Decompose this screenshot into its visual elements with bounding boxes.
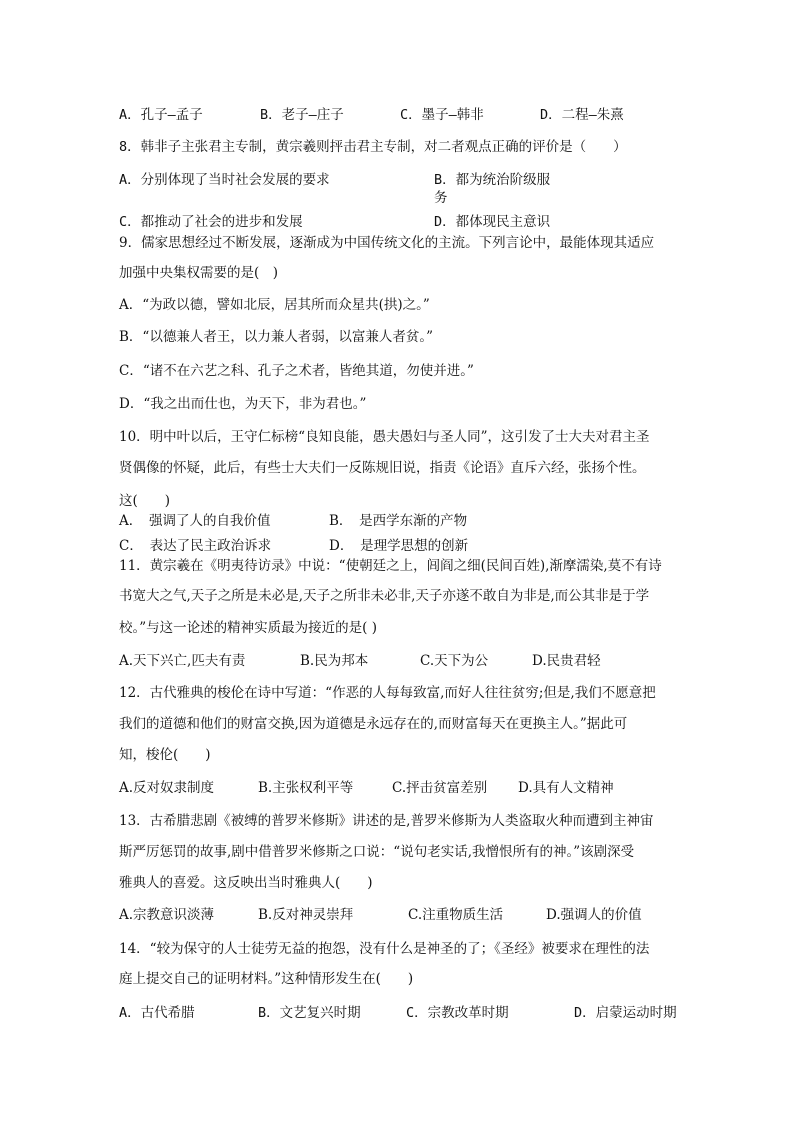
- q12-stem-line2: 我们的道德和他们的财富交换,因为道德是永远存在的,而财富每天在更换主人。”据此可: [119, 716, 628, 732]
- q13-stem-line2: 斯严厉惩罚的故事,剧中借普罗米修斯之口说：“说句老实话,我憎恨所有的神。”该剧深受: [119, 844, 635, 860]
- q14-option-d[interactable]: D．启蒙运动时期: [574, 1005, 677, 1021]
- q12-option-d[interactable]: D.具有人文精神: [518, 780, 614, 796]
- q13-option-a[interactable]: A.宗教意识淡薄: [119, 907, 215, 923]
- q13-stem-line3: 雅典人的喜爱。这反映出当时雅典人( ): [119, 875, 373, 891]
- q8-option-d[interactable]: D．都体现民主意识: [434, 214, 551, 230]
- q8-option-c[interactable]: C．都推动了社会的进步和发展: [119, 214, 303, 230]
- q10-option-c[interactable]: C． 表达了民主政治诉求: [119, 538, 272, 554]
- q12-stem-line1: 12．古代雅典的梭伦在诗中写道：“作恶的人每每致富,而好人往往贫穷;但是,我们不愿意把: [119, 685, 656, 701]
- q10-stem-line3: 这( ): [119, 493, 171, 509]
- q12-option-b[interactable]: B.主张权利平等: [258, 780, 354, 796]
- q13-option-d[interactable]: D.强调人的价值: [546, 907, 642, 923]
- q11-stem-line1: 11．黄宗羲在《明夷待访录》中说：“使朝廷之上，闾阎之细(民间百姓),渐摩濡染,莫不有诗: [119, 558, 662, 574]
- q8-option-b[interactable]: B．都为统治阶级服: [434, 172, 551, 188]
- q11-stem-line3: 校。”与这一论述的精神实质最为接近的是( ): [119, 620, 377, 636]
- q10-option-b[interactable]: B． 是西学东渐的产物: [329, 513, 468, 529]
- q11-stem-line2: 书宽大之气,天子之所是未必是,天子之所非未必非,天子亦遂不敢自为非是,而公其非是于学: [119, 588, 650, 604]
- q13-stem-line1: 13．古希腊悲剧《被缚的普罗米修斯》讲述的是,普罗米修斯为人类盗取火种而遭到主神宙: [119, 813, 654, 829]
- q7-option-a[interactable]: A．孔子—孟子: [119, 107, 203, 123]
- q10-stem-line2: 贤偶像的怀疑，此后，有些士大夫们一反陈规旧说，指责《论语》直斥六经，张扬个性。: [119, 460, 646, 476]
- q14-option-b[interactable]: B．文艺复兴时期: [258, 1005, 361, 1021]
- q9-option-a[interactable]: A．“为政以德，譬如北辰，居其所而众星共(拱)之。”: [119, 297, 430, 313]
- q12-option-a[interactable]: A.反对奴隶制度: [119, 780, 215, 796]
- q10-stem-line1: 10．明中叶以后，王守仁标榜“良知良能，愚夫愚妇与圣人同”，这引发了士大夫对君主圣: [119, 429, 650, 445]
- q9-option-d[interactable]: D．“我之出而仕也，为天下，非为君也。”: [119, 396, 367, 412]
- q9-option-b[interactable]: B．“以德兼人者王，以力兼人者弱，以富兼人者贫。”: [119, 329, 433, 345]
- q9-stem-line2: 加强中央集权需要的是( ): [119, 265, 279, 281]
- q13-option-b[interactable]: B.反对神灵崇拜: [258, 907, 354, 923]
- q12-stem-line3: 知，梭伦( ): [119, 747, 211, 763]
- q14-option-c[interactable]: C．宗教改革时期: [406, 1005, 509, 1021]
- q10-option-a[interactable]: A． 强调了人的自我价值: [119, 513, 271, 529]
- q8-stem: 8．韩非子主张君主专制，黄宗羲则抨击君主专制，对二者观点正确的评价是（ ）: [119, 139, 627, 155]
- q14-stem-line1: 14．“较为保守的人士徒劳无益的抱怨，没有什么是神圣的了；《圣经》被要求在理性的法: [119, 941, 650, 957]
- q7-option-c[interactable]: C．墨子—韩非: [400, 107, 484, 123]
- q9-stem-line1: 9．儒家思想经过不断发展，逐渐成为中国传统文化的主流。下列言论中，最能体现其适应: [119, 235, 655, 251]
- q11-option-c[interactable]: C.天下为公: [420, 653, 489, 669]
- q10-option-d[interactable]: D． 是理学思想的创新: [329, 538, 469, 554]
- q9-option-c[interactable]: C．“诸不在六艺之科、孔子之术者，皆绝其道，勿使并进。”: [119, 363, 474, 379]
- q12-option-c[interactable]: C.抨击贫富差别: [392, 780, 488, 796]
- q14-stem-line2: 庭上提交自己的证明材料。”这种情形发生在( ): [119, 971, 414, 987]
- q8-option-b-continued: 务: [434, 190, 448, 206]
- q14-option-a[interactable]: A．古代希腊: [119, 1005, 195, 1021]
- q11-option-d[interactable]: D.民贵君轻: [532, 653, 601, 669]
- q13-option-c[interactable]: C.注重物质生活: [408, 907, 504, 923]
- q11-option-b[interactable]: B.民为邦本: [300, 653, 369, 669]
- q11-option-a[interactable]: A.天下兴亡,匹夫有责: [119, 653, 246, 669]
- q7-option-d[interactable]: D．二程—朱熹: [540, 107, 624, 123]
- q7-option-b[interactable]: B．老子—庄子: [260, 107, 344, 123]
- q8-option-a[interactable]: A．分别体现了当时社会发展的要求: [119, 172, 330, 188]
